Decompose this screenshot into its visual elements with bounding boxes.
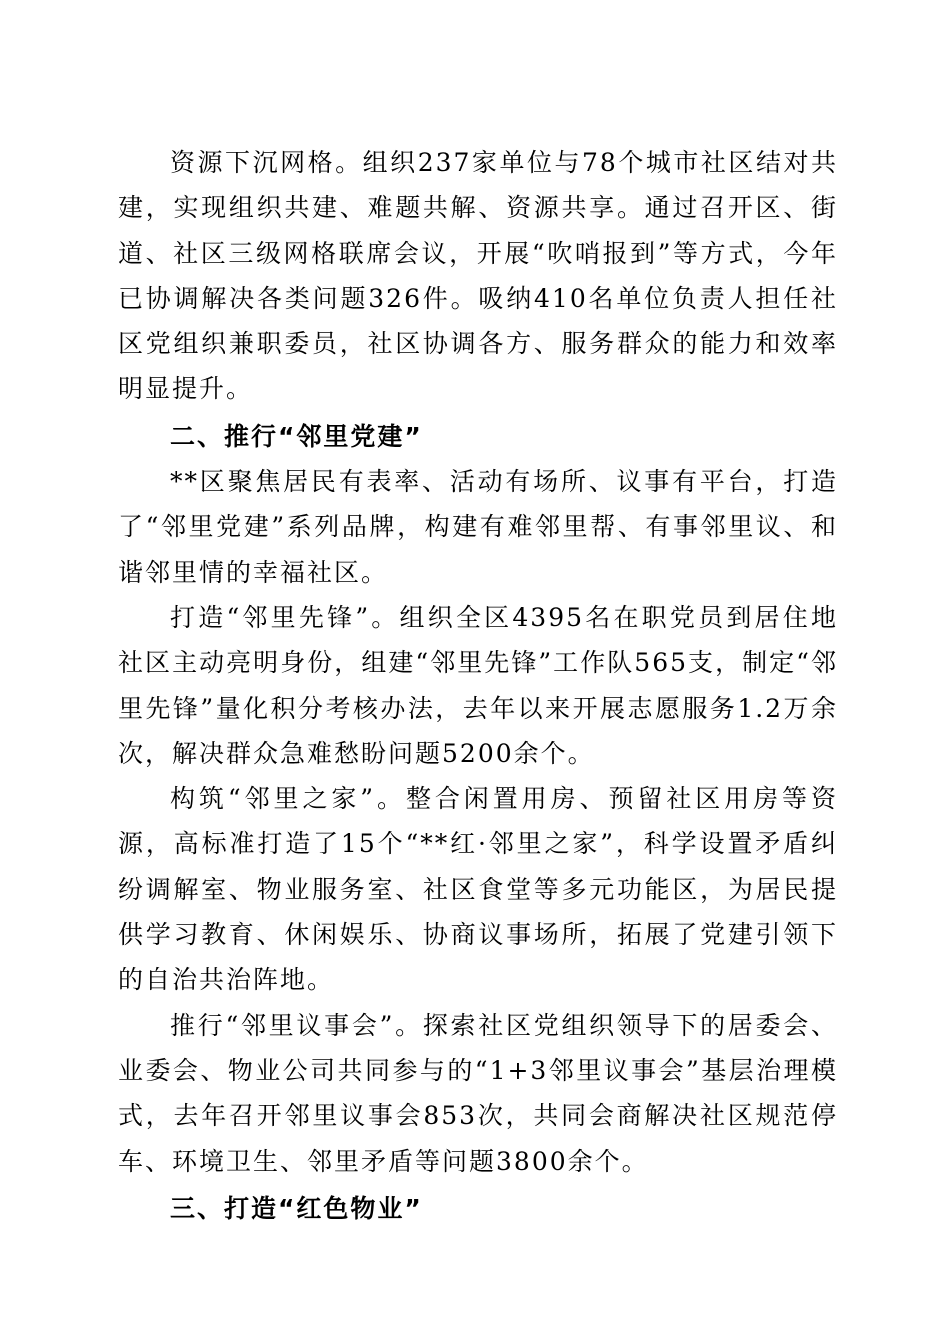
paragraph-neighborhood-council: 推行“邻里议事会”。探索社区党组织领导下的居委会、业委会、物业公司共同参与的“1+3邻里议事会”基层治理模式，去年召开邻里议事会853次，共同会商解决社区规范停车、环境卫生、邻里矛盾等问题3800余个。 <box>118 1010 838 1176</box>
paragraph-neighborhood-intro: **区聚焦居民有表率、活动有场所、议事有平台，打造了“邻里党建”系列品牌，构建有难邻里帮、有事邻里议、和谐邻里情的幸福社区。 <box>118 467 838 587</box>
section-heading-red-property: 三、打造“红色物业” <box>170 1193 423 1223</box>
section-heading-neighborhood-party-building: 二、推行“邻里党建” <box>170 421 423 451</box>
paragraph-resource-grid: 资源下沉网格。组织237家单位与78个城市社区结对共建，实现组织共建、难题共解、资源共享。通过召开区、街道、社区三级网格联席会议，开展“吹哨报到”等方式，今年已协调解决各类问题326件。吸纳410名单位负责人担任社区党组织兼职委员，社区协调各方、服务群众的能力和效率明显提升。 <box>118 148 838 404</box>
paragraph-neighborhood-pioneers: 打造“邻里先锋”。组织全区4395名在职党员到居住地社区主动亮明身份，组建“邻里先锋”工作队565支，制定“邻里先锋”量化积分考核办法，去年以来开展志愿服务1.2万余次，解决群众急难愁盼问题5200余个。 <box>118 602 838 768</box>
paragraph-neighborhood-home: 构筑“邻里之家”。整合闲置用房、预留社区用房等资源，高标准打造了15个“**红·邻里之家”，科学设置矛盾纠纷调解室、物业服务室、社区食堂等多元功能区，为居民提供学习教育、休闲娱乐、协商议事场所，拓展了党建引领下的自治共治阵地。 <box>118 784 838 995</box>
document-body <box>118 140 838 1231</box>
